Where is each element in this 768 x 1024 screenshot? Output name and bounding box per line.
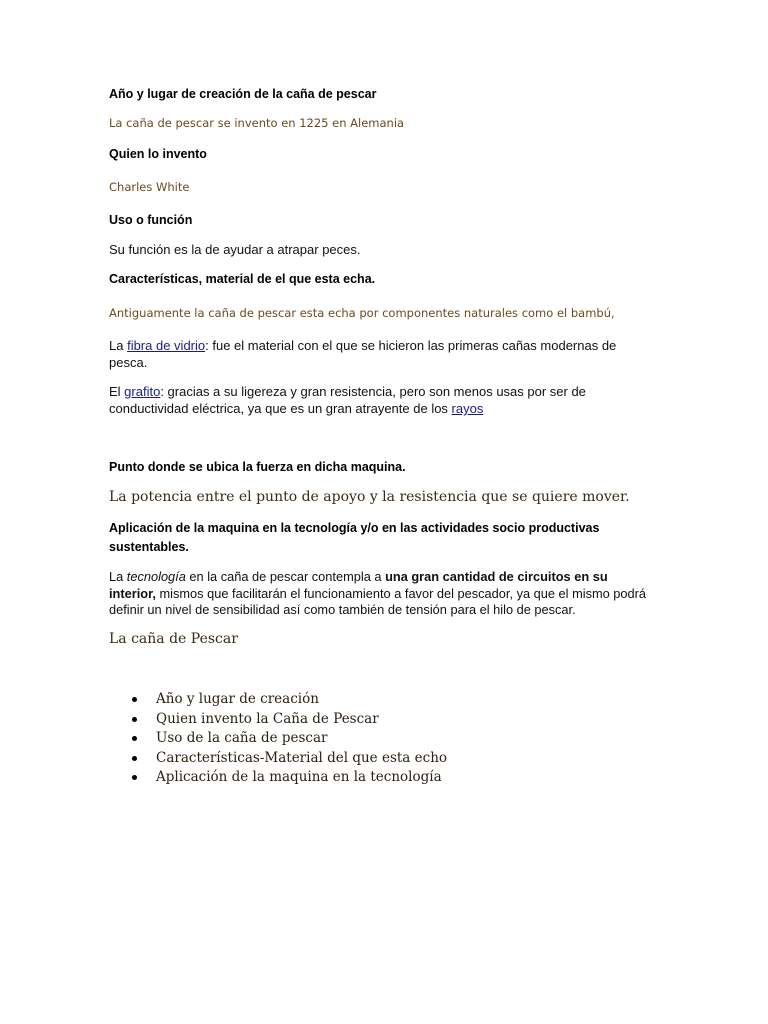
- heading-year-place: Año y lugar de creación de la caña de pescar: [109, 87, 377, 101]
- link-fibra-de-vidrio[interactable]: fibra de vidrio: [127, 338, 206, 353]
- list-item-text: Uso de la caña de pescar: [156, 730, 328, 746]
- bullet-icon: [132, 736, 137, 741]
- answer-use: Su función es la de ayudar a atrapar peces.: [109, 242, 361, 257]
- application-prefix: La: [109, 569, 127, 584]
- list-item-text: Quien invento la Caña de Pescar: [156, 710, 379, 727]
- application-rest: mismos que facilitarán el funcionamiento a favor del pescador, ya que el mismo podrá definir un nivel de sensibilidad así como también de tensión para el hilo de pescar.: [109, 585, 647, 617]
- list-item: [109, 768, 657, 788]
- fibra-prefix: La: [109, 338, 128, 353]
- list-item-text: Año y lugar de creación: [156, 691, 319, 707]
- grafito-text: : gracias a su ligereza y gran resistencia, pero son menos usas por ser de conductividad eléctrica, ya que es un gran atrayente de los: [109, 384, 586, 416]
- application-bold: una gran cantidad de circuitos en su interior,: [109, 569, 608, 601]
- list-item-text: Características-Material del que esta echo: [156, 749, 448, 766]
- answer-force: La potencia entre el punto de apoyo y la resistencia que se quiere mover.: [109, 489, 630, 505]
- list-item: [109, 690, 657, 710]
- paragraph-grafito: [109, 383, 657, 417]
- heading-use: Uso o función: [109, 213, 193, 227]
- heading-inventor: Quien lo invento: [109, 147, 207, 161]
- grafito-prefix: El: [109, 384, 125, 399]
- application-italic: tecnología: [126, 569, 186, 584]
- heading-characteristics: Características, material de el que esta echa.: [109, 272, 376, 286]
- heading-application: Aplicación de la maquina en la tecnología y/o en las actividades socio productivas sustentables.: [109, 521, 600, 554]
- answer-characteristics: Antiguamente la caña de pescar esta echa por componentes naturales como el bambú,: [109, 306, 615, 320]
- list-item-text: Aplicación de la maquina en la tecnología: [156, 769, 442, 785]
- paragraph-fibra: [109, 337, 657, 371]
- list-item: [109, 710, 657, 730]
- bullet-icon: [132, 697, 137, 702]
- paragraph-application: [109, 569, 657, 619]
- answer-year-place: La caña de pescar se invento en 1225 en Alemania: [109, 116, 405, 130]
- list-item: [109, 749, 657, 769]
- bullet-icon: [132, 717, 137, 722]
- answer-inventor: Charles White: [109, 180, 190, 194]
- summary-list: [109, 690, 657, 788]
- link-grafito[interactable]: grafito: [124, 384, 161, 399]
- list-item: [109, 729, 657, 749]
- link-rayos[interactable]: rayos: [451, 401, 484, 416]
- summary-title: La caña de Pescar: [109, 631, 238, 647]
- application-mid: en la caña de pescar contempla a: [185, 569, 386, 584]
- summary-list-container: [109, 690, 657, 788]
- fibra-text: : fue el material con el que se hicieron las primeras cañas modernas de pesca.: [109, 338, 617, 370]
- heading-force: Punto donde se ubica la fuerza en dicha maquina.: [109, 460, 406, 474]
- bullet-icon: [132, 756, 137, 761]
- bullet-icon: [132, 775, 137, 780]
